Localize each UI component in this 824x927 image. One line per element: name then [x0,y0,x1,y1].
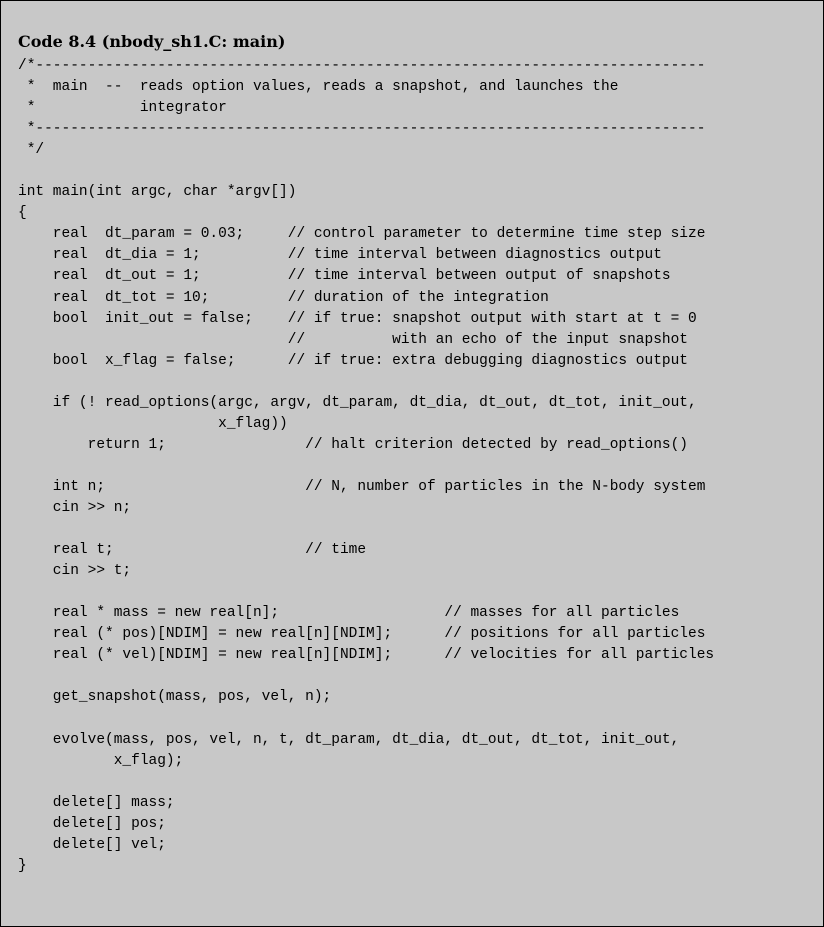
code-line: /*----------------------------------------------------------------------------- [18,58,706,74]
code-line: bool x_flag = false; // if true: extra debugging diagnostics output [18,352,689,369]
code-line: } [18,857,27,874]
code-line: real (* vel)[NDIM] = new real[n][NDIM]; // velocities for all particles [18,647,715,664]
code-line: cin >> t; [18,563,132,580]
code-line: int main(int argc, char *argv[]) [18,184,297,201]
code-line [18,372,714,393]
code-line: real * mass = new real[n]; // masses for all particles [18,605,680,622]
code-line: real dt_param = 0.03; // control parameter to determine time step size [18,226,706,243]
code-line [18,161,714,182]
code-line [18,708,714,729]
code-line: delete[] mass; [18,794,175,811]
code-line: int n; // N, number of particles in the N-body system [18,478,706,495]
code-line: x_flag); [18,752,184,769]
code-line: evolve(mass, pos, vel, n, t, dt_param, dt_dia, dt_out, dt_tot, init_out, [18,731,680,748]
code-line: delete[] vel; [18,836,166,853]
code-line: real dt_tot = 10; // duration of the integration [18,289,549,306]
code-line: */ [18,142,45,159]
code-caption: Code 8.4 (nbody_sh1.C: main) [18,32,286,51]
code-line: { [18,205,27,222]
code-line: cin >> n; [18,499,132,516]
code-line: return 1; // halt criterion detected by read_options() [18,436,689,453]
code-line [18,772,714,793]
code-line: if (! read_options(argc, argv, dt_param, dt_dia, dt_out, dt_tot, init_out, [18,394,697,411]
code-line: bool init_out = false; // if true: snapshot output with start at t = 0 [18,310,697,327]
code-line [18,582,714,603]
code-line: get_snapshot(mass, pos, vel, n); [18,689,332,706]
code-line: * main -- reads option values, reads a snapshot, and launches the [18,79,619,96]
code-line: real (* pos)[NDIM] = new real[n][NDIM]; // positions for all particles [18,626,706,643]
code-line: // with an echo of the input snapshot [18,331,689,348]
code-line: real dt_out = 1; // time interval between output of snapshots [18,268,671,285]
code-line: delete[] pos; [18,815,166,832]
code-block [18,56,714,877]
code-line: real dt_dia = 1; // time interval between diagnostics output [18,247,662,264]
code-line [18,519,714,540]
code-line: *----------------------------------------------------------------------------- [18,121,706,138]
code-line: x_flag)) [18,415,288,432]
code-line: real t; // time [18,542,367,559]
code-line [18,666,714,687]
code-line: * integrator [18,100,227,117]
code-line [18,456,714,477]
